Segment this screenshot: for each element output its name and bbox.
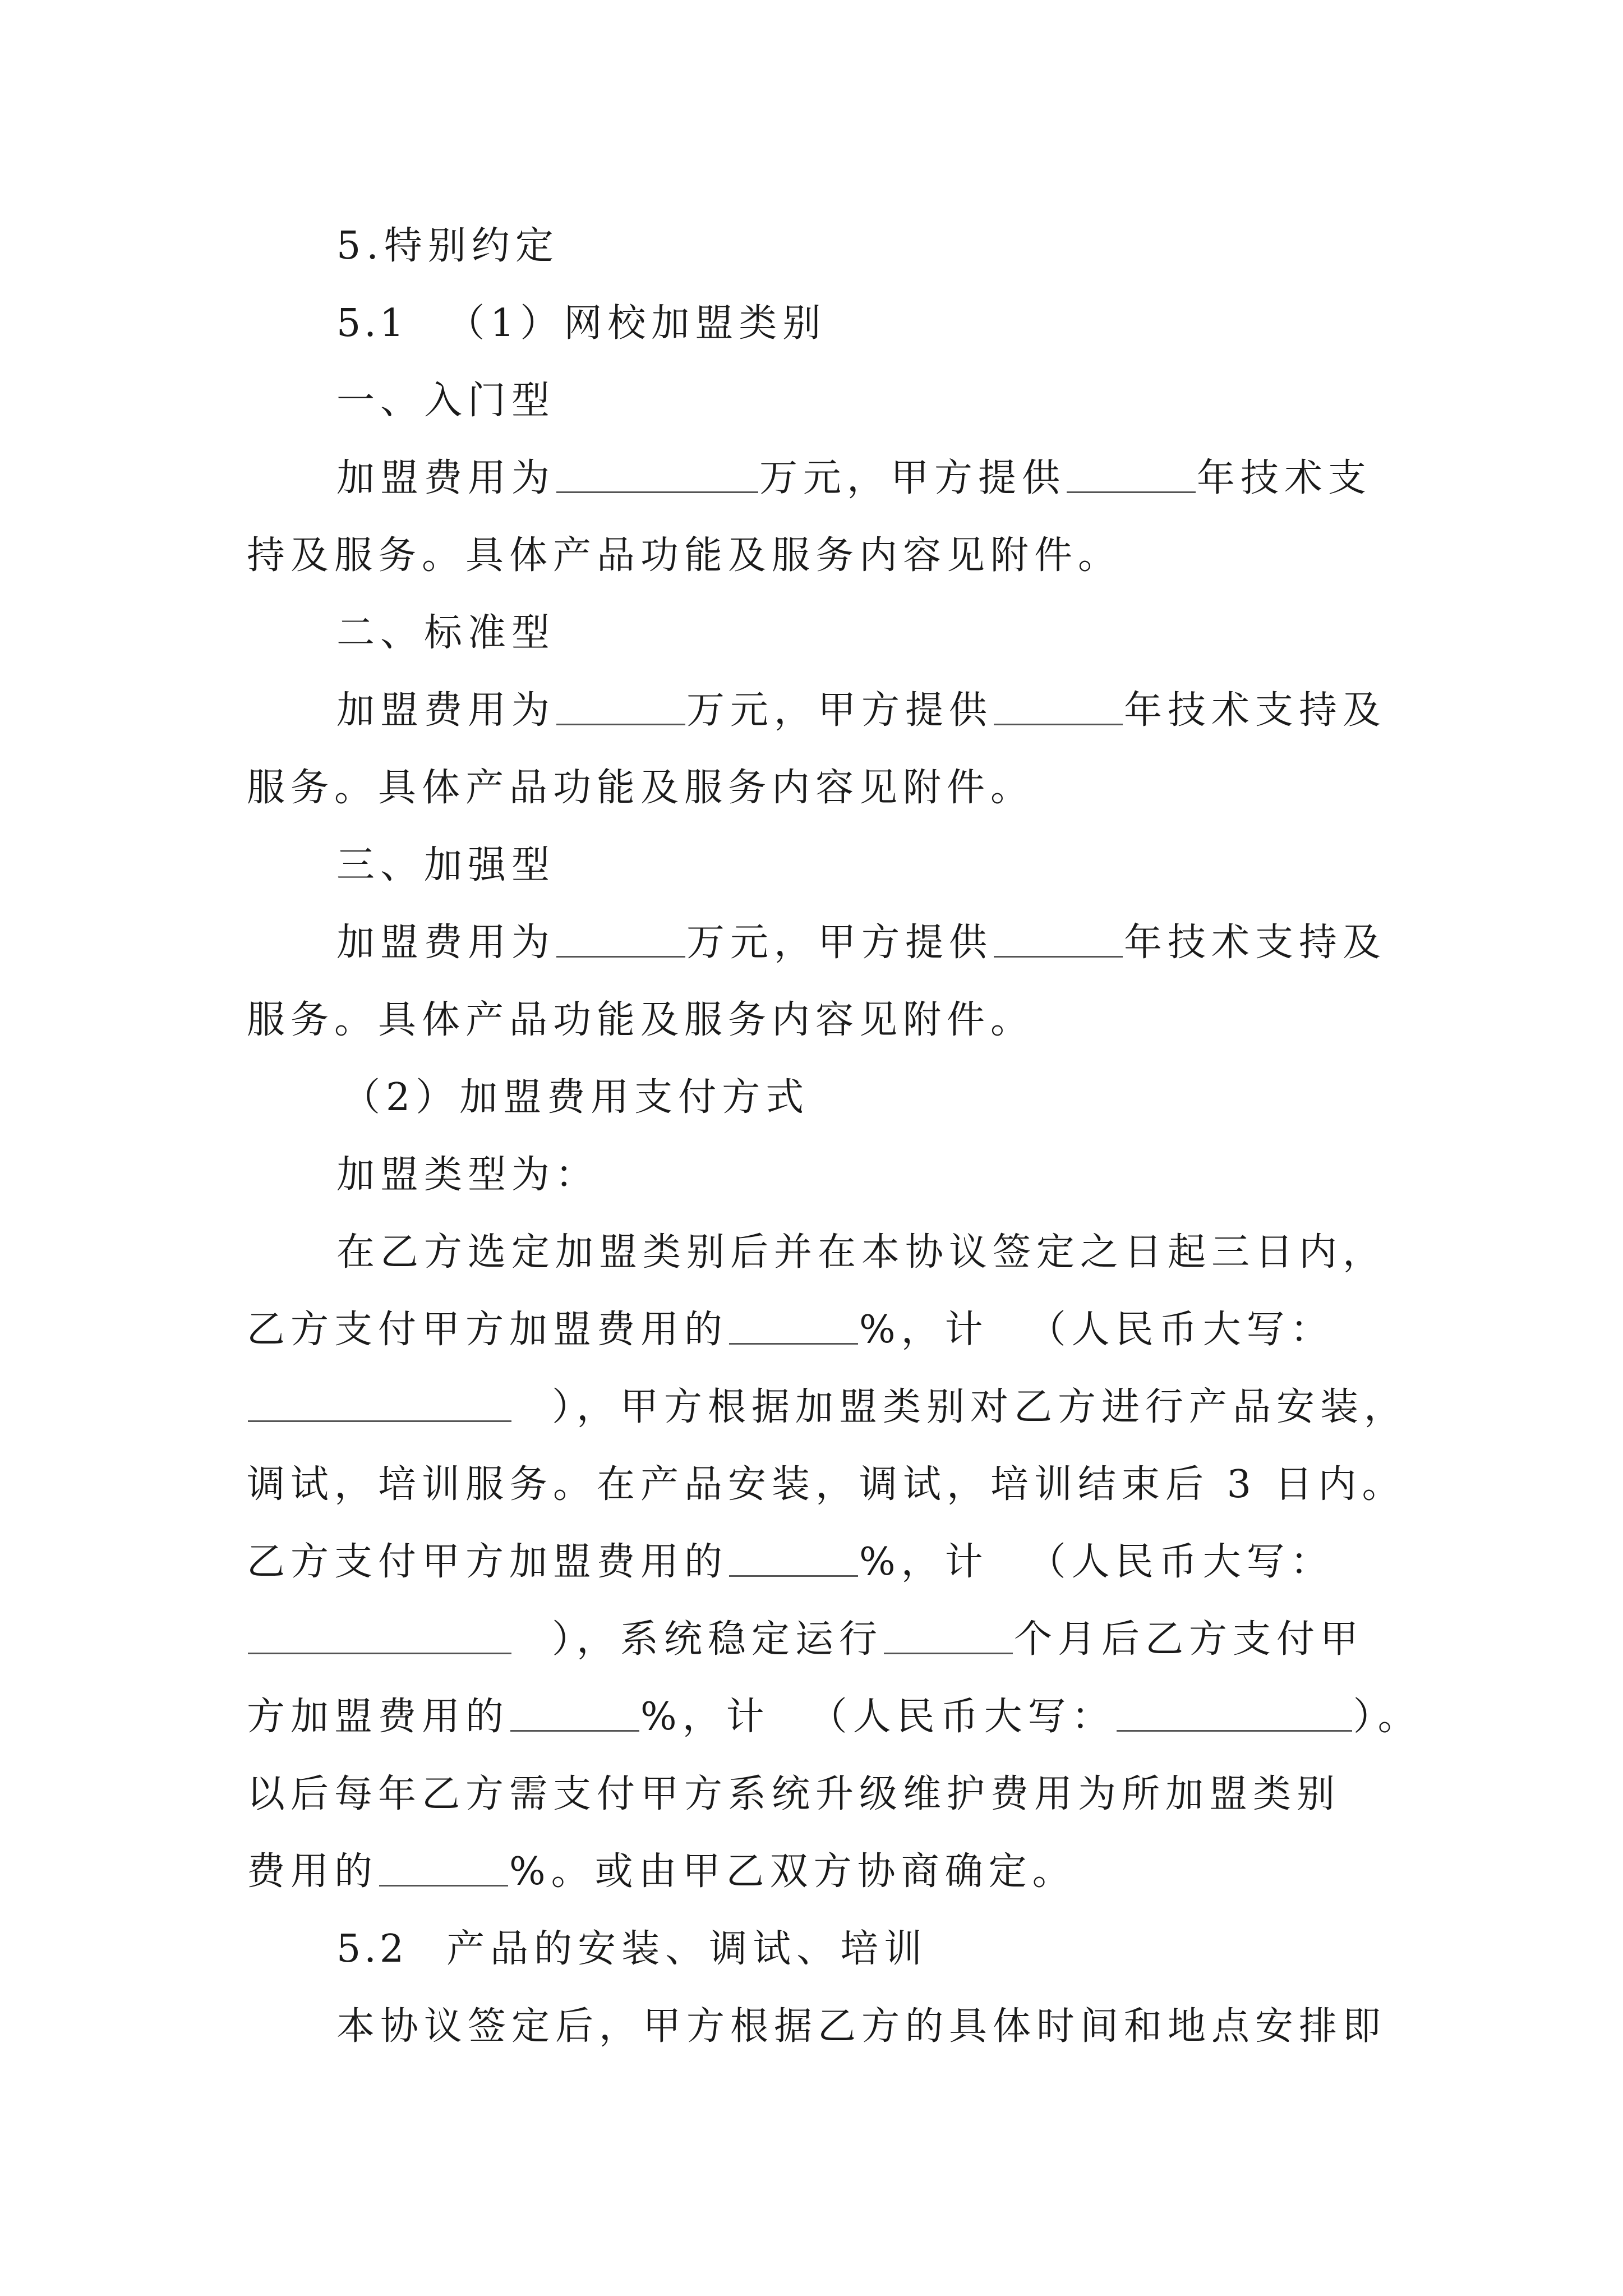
years-blank [994, 923, 1123, 958]
amount-words-blank [248, 1620, 511, 1654]
section-5-2-line-1: 本协议签定后，甲方根据乙方的具体时间和地点安排即 [336, 2004, 1387, 2049]
payment-line-1: 在乙方选定加盟类别后并在本协议签定之日起三日内， [336, 1230, 1387, 1274]
type1-title: 一、入门型 [336, 379, 556, 423]
payment-line-8: 以后每年乙方需支付甲方系统升级维护费用为所加盟类别 [247, 1772, 1341, 1816]
section-heading-5-1: 5.1 （1）网校加盟类别 [336, 301, 827, 346]
fee-blank [556, 923, 685, 958]
type3-title: 三、加强型 [336, 843, 556, 887]
section-heading-5-2: 5.2 产品的安装、调试、培训 [336, 1927, 928, 1971]
percent-blank [729, 1310, 858, 1345]
payment-line-7: 方加盟费用的 %，计 （人民币大写： ）。 [247, 1695, 1422, 1739]
months-blank [884, 1620, 1013, 1654]
type1-fee-line: 加盟费用为 万元，甲方提供 年技术支 [336, 456, 1372, 500]
payment-line-5: 乙方支付甲方加盟费用的 %，计 （人民币大写： [247, 1540, 1334, 1584]
document-body [247, 208, 1422, 2065]
type2-service-line: 服务。具体产品功能及服务内容见附件。 [247, 766, 1035, 810]
section-heading-5: 5.特别约定 [336, 224, 559, 268]
type2-fee-line: 加盟费用为 万元，甲方提供 年技术支持及 [336, 688, 1387, 733]
amount-words-blank [248, 1388, 511, 1422]
payment-method-title: （2）加盟费用支付方式 [342, 1075, 810, 1120]
years-blank [1067, 459, 1196, 493]
payment-line-4: 调试，培训服务。在产品安装，调试，培训结束后 3 日内。 [247, 1462, 1406, 1507]
type2-title: 二、标准型 [336, 611, 556, 655]
type3-service-line: 服务。具体产品功能及服务内容见附件。 [247, 998, 1035, 1042]
fee-blank [556, 691, 685, 725]
join-type-line: 加盟类型为： [336, 1153, 600, 1197]
payment-line-2: 乙方支付甲方加盟费用的 %，计 （人民币大写： [247, 1308, 1334, 1352]
payment-line-3: ），甲方根据加盟类别对乙方进行产品安装， [247, 1369, 1413, 1446]
percent-blank [379, 1852, 508, 1887]
payment-line-9: 费用的 %。或由甲乙双方协商确定。 [247, 1849, 1076, 1894]
percent-blank [729, 1543, 858, 1577]
payment-line-6: ），系统稳定运行 个月后乙方支付甲 [247, 1601, 1413, 1678]
years-blank [994, 691, 1123, 725]
type1-service-line: 持及服务。具体产品功能及服务内容见附件。 [247, 533, 1122, 578]
type3-fee-line: 加盟费用为 万元，甲方提供 年技术支持及 [336, 921, 1387, 965]
percent-blank [510, 1697, 639, 1732]
fee-blank [556, 459, 758, 493]
amount-words-blank [1117, 1697, 1352, 1732]
